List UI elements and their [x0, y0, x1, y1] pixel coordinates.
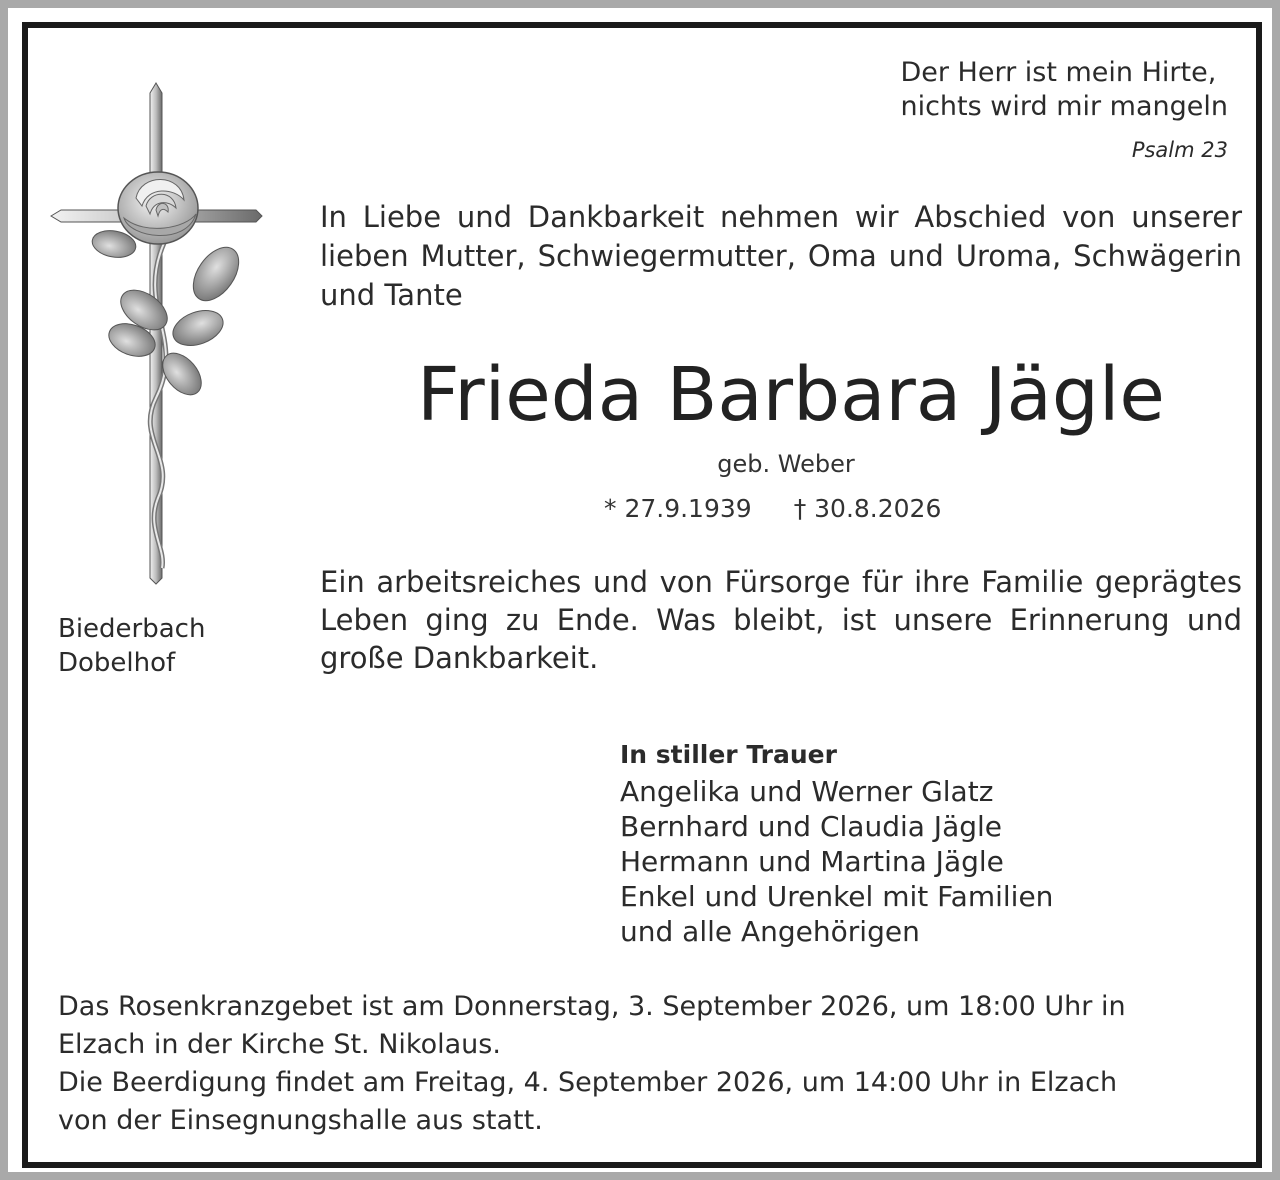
place-line: Dobelhof	[58, 648, 176, 678]
mourner-name: und alle Angehörigen	[620, 915, 920, 948]
mourners-heading: In stiller Trauer	[620, 740, 837, 769]
cross-with-rose-icon	[46, 78, 266, 588]
mourners-block	[620, 736, 1053, 949]
death-date: † 30.8.2026	[793, 494, 942, 523]
mourner-name: Bernhard und Claudia Jägle	[620, 810, 1003, 843]
service-line: Elzach in der Kirche St. Nikolaus.	[58, 1029, 501, 1060]
service-details	[58, 988, 1242, 1140]
obituary-notice	[8, 8, 1272, 1172]
deceased-name: Frieda Barbara Jägle	[417, 352, 1165, 438]
service-line: von der Einsegnungshalle aus statt.	[58, 1105, 543, 1136]
mourner-name: Enkel und Urenkel mit Familien	[620, 880, 1054, 913]
mourner-name: Hermann und Martina Jägle	[620, 845, 1004, 878]
birth-date: * 27.9.1939	[604, 494, 752, 523]
psalm-line: Der Herr ist mein Hirte,	[900, 57, 1217, 88]
psalm-reference: Psalm 23	[1131, 138, 1228, 162]
legacy-text: Ein arbeitsreiches und von Fürsorge für ihre Familie geprägtes Leben ging zu Ende. Was bleibt, ist unsere Erinnerung und große Dankbarkeit.	[320, 565, 1242, 675]
psalm-line: nichts wird mir mangeln	[900, 91, 1228, 122]
service-line: Die Beerdigung findet am Freitag, 4. September 2026, um 14:00 Uhr in Elzach	[58, 1067, 1118, 1098]
place-line: Biederbach	[58, 614, 206, 644]
intro-text: In Liebe und Dankbarkeit nehmen wir Abschied von unserer lieben Mutter, Schwiegermutter, Oma und Uroma, Schwägerin und Tante	[320, 200, 1242, 312]
service-line: Das Rosenkranzgebet ist am Donnerstag, 3. September 2026, um 18:00 Uhr in	[58, 991, 1126, 1022]
mourner-name: Angelika und Werner Glatz	[620, 775, 994, 808]
maiden-name: geb. Weber	[717, 450, 855, 478]
life-dates	[604, 494, 941, 523]
place	[58, 612, 205, 680]
psalm-quote	[900, 56, 1228, 124]
